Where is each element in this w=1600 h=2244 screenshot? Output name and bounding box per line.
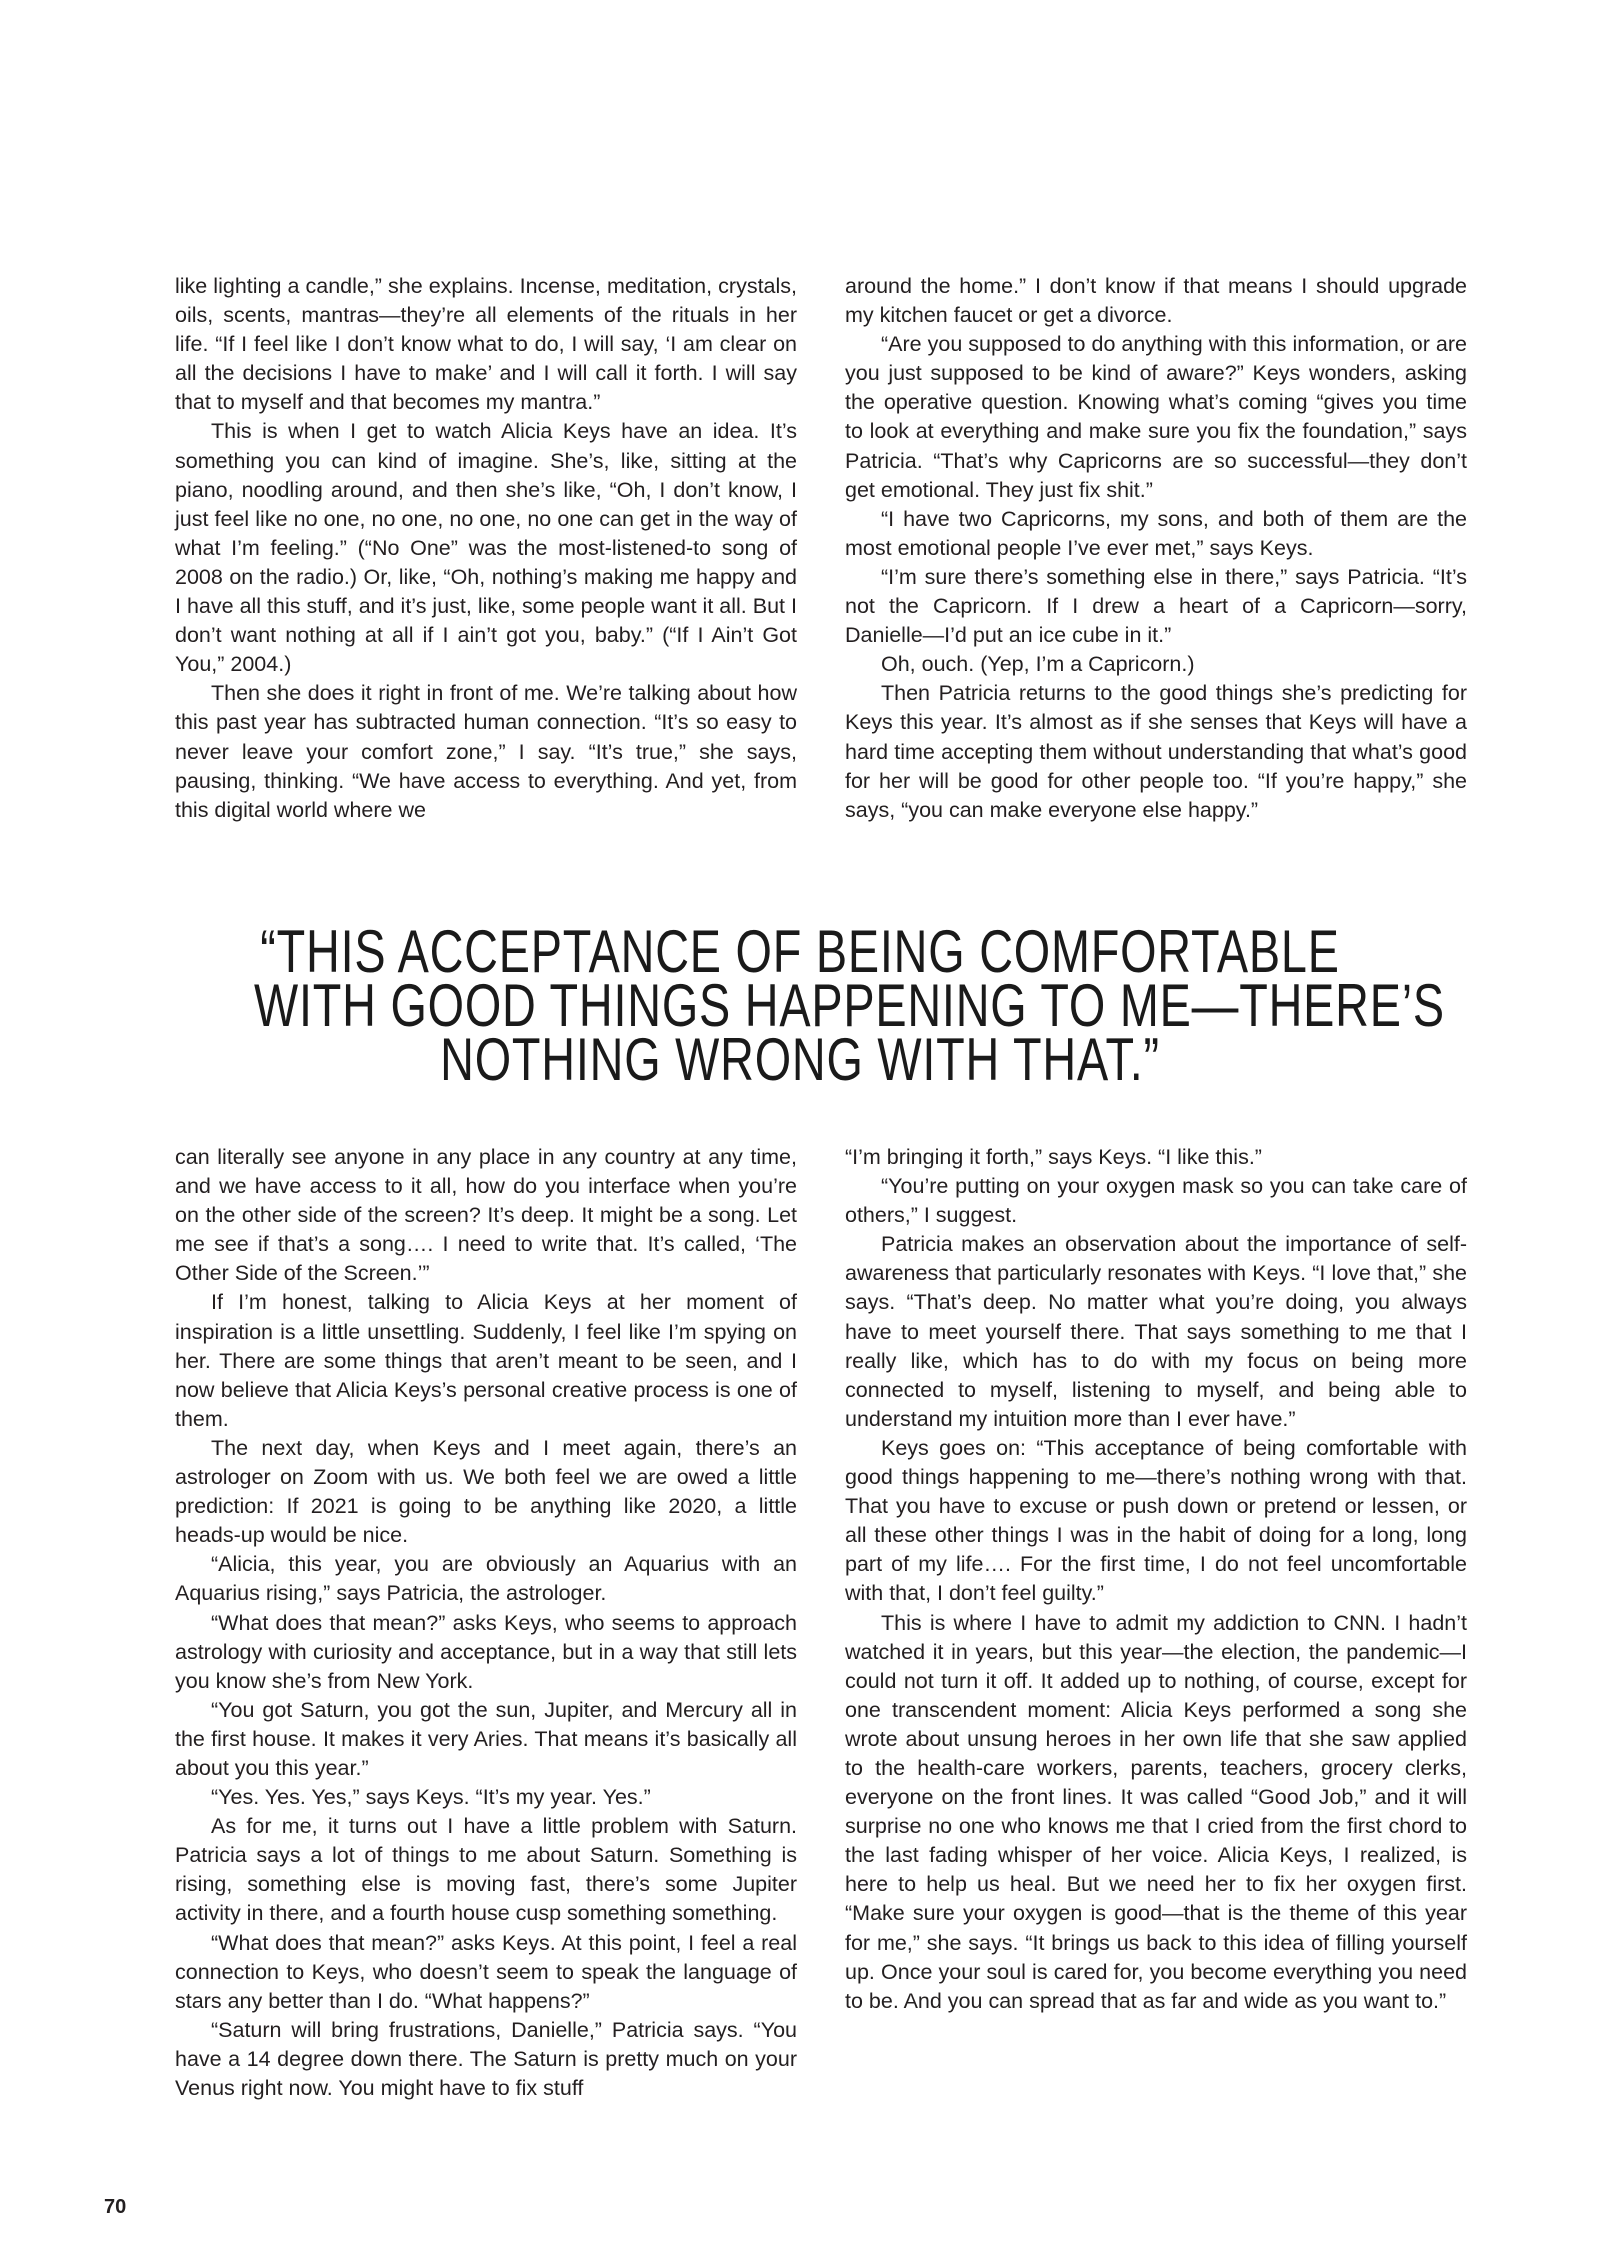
paragraph: “Are you supposed to do anything with this information, or are you just supposed to be kind of aware?” Keys wonders, asking the operative question. Knowing what’s coming “gives you time to look at everything and make sure you fix the foundation,” says Patricia. “That’s why Capricorns are so successful—they don’t get emotional. They just fix shit.”	[845, 332, 1467, 502]
paragraph: “Yes. Yes. Yes,” says Keys. “It’s my year. Yes.”	[211, 1785, 651, 1810]
page-number: 70	[104, 2196, 127, 2218]
paragraph: “You’re putting on your oxygen mask so you can take care of others,” I suggest.	[845, 1174, 1467, 1228]
paragraph: As for me, it turns out I have a little problem with Saturn. Patricia says a lot of things to me about Saturn. Something is rising, something else is moving fast, there’s some Jupiter activity in there, and a fourth house cusp something something.	[175, 1814, 797, 1926]
paragraph: Then Patricia returns to the good things she’s predicting for Keys this year. It’s almost as if she senses that Keys will have a hard time accepting them without understanding that what’s good for her will be good for other people too. “If you’re happy,” she says, “you can make everyone else happy.”	[845, 681, 1467, 822]
paragraph: “I’m sure there’s something else in there,” says Patricia. “It’s not the Capricorn. If I drew a heart of a Capricorn—sorry, Danielle—I’d put an ice cube in it.”	[845, 564, 1467, 648]
paragraph: “You got Saturn, you got the sun, Jupiter, and Mercury all in the first house. It makes it very Aries. That means it’s basically all about you this year.”	[175, 1697, 797, 1780]
pull-quote-line: “THIS ACCEPTANCE OF BEING COMFORTABLE	[260, 918, 1340, 985]
paragraph: around the home.” I don’t know if that means I should upgrade my kitchen faucet or get a divorce.	[845, 274, 1467, 328]
paragraph: “I have two Capricorns, my sons, and both of them are the most emotional people I’ve ever met,” says Keys.	[845, 506, 1467, 560]
paragraph: “What does that mean?” asks Keys. At this point, I feel a real connection to Keys, who doesn’t seem to speak the language of stars any better than I do. “What happens?”	[175, 1930, 797, 2013]
paragraph: If I’m honest, talking to Alicia Keys at her moment of inspiration is a little unsettling. Suddenly, I feel like I’m spying on her. There are some things that aren’t meant to be seen, and I now believe that Alicia Keys’s personal creative process is one of them.	[175, 1290, 797, 1431]
paragraph: Oh, ouch. (Yep, I’m a Capricorn.)	[881, 652, 1195, 677]
paragraph: “Alicia, this year, you are obviously an Aquarius with an Aquarius rising,” says Patricia, the astrologer.	[175, 1552, 797, 1606]
paragraph: Keys goes on: “This acceptance of being comfortable with good things happening to me—there’s nothing wrong with that. That you have to excuse or push down or pretend or lessen, or all these other things I was in the habit of doing for a long, long part of my life…. For the first time, I do not feel uncomfortable with that, I don’t feel guilty.”	[845, 1435, 1467, 1606]
paragraph: The next day, when Keys and I meet again, there’s an astrologer on Zoom with us. We both feel we are owed a little prediction: If 2021 is going to be anything like 2020, a little heads-up would be nice.	[175, 1435, 797, 1548]
paragraph: like lighting a candle,” she explains. Incense, meditation, crystals, oils, scents, mantras—they’re all elements of the rituals in her life. “If I feel like I don’t know what to do, I will say, ‘I am clear on all the decisions I have to make’ and I will call it forth. I will say that to myself and that becomes my mantra.”	[175, 274, 797, 415]
paragraph: “Saturn will bring frustrations, Danielle,” Patricia says. “You have a 14 degree down there. The Saturn is pretty much on your Venus right now. You might have to fix stuff	[175, 2017, 797, 2100]
article-column-top-left	[175, 272, 797, 825]
pull-quote-line: WITH GOOD THINGS HAPPENING TO ME—THERE’S	[254, 972, 1445, 1039]
paragraph: This is when I get to watch Alicia Keys have an idea. It’s something you can kind of imagine. She’s, like, sitting at the piano, noodling around, and then she’s like, “Oh, I don’t know, I just feel like no one, no one, no one, no one can get in the way of what I’m feeling.” (“No One” was the most-listened-to song of 2008 on the radio.) Or, like, “Oh, nothing’s making me happy and I have all this stuff, and it’s just, like, some people want it all. But I don’t want nothing at all if I ain’t got you, baby.” (“If I Ain’t Got You,” 2004.)	[175, 419, 797, 677]
article-column-bottom-right	[845, 1143, 1467, 2016]
paragraph: can literally see anyone in any place in any country at any time, and we have access to it all, how do you interface when you’re on the other side of the screen? It’s deep. It might be a song. Let me see if that’s a song…. I need to write that. It’s called, ‘The Other Side of the Screen.’”	[175, 1145, 797, 1286]
paragraph: “What does that mean?” asks Keys, who seems to approach astrology with curiosity and acceptance, but in a way that still lets you know she’s from New York.	[175, 1610, 797, 1693]
pull-quote-line: NOTHING WRONG WITH THAT.”	[440, 1026, 1160, 1093]
paragraph: “I’m bringing it forth,” says Keys. “I like this.”	[845, 1145, 1262, 1169]
article-column-bottom-left	[175, 1143, 797, 2103]
paragraph: Then she does it right in front of me. We’re talking about how this past year has subtracted human connection. “It’s so easy to never leave your comfort zone,” I say. “It’s true,” she says, pausing, thinking. “We have access to everything. And yet, from this digital world where we	[175, 681, 797, 822]
paragraph: Patricia makes an observation about the importance of self-awareness that particularly resonates with Keys. “I love that,” she says. “That’s deep. No matter what you’re doing, you always have to meet yourself there. That says something to me that I really like, which has to do with my focus on being more connected to myself, listening to myself, and being able to understand my intuition more than I ever have.”	[845, 1232, 1467, 1431]
pull-quote	[254, 918, 1445, 1093]
article-column-top-right	[845, 272, 1467, 825]
paragraph: This is where I have to admit my addiction to CNN. I hadn’t watched it in years, but this year—the election, the pandemic—I could not turn it off. It added up to nothing, of course, except for one transcendent moment: Alicia Keys performed a song she wrote about unsung heroes in her own life that she saw applied to the health-care workers, parents, teachers, grocery clerks, everyone on the front lines. It was called “Good Job,” and it will surprise no one who knows me that I cried from the first chord to the last fading whisper of her voice. Alicia Keys, I realized, is here to help us heal. But we need her to fix her oxygen first. “Make sure your oxygen is good—that is the theme of this year for me,” she says. “It brings us back to this idea of filling yourself up. Once your soul is cared for, you become everything you need to be. And you can spread that as far and wide as you want to.”	[845, 1610, 1467, 2013]
